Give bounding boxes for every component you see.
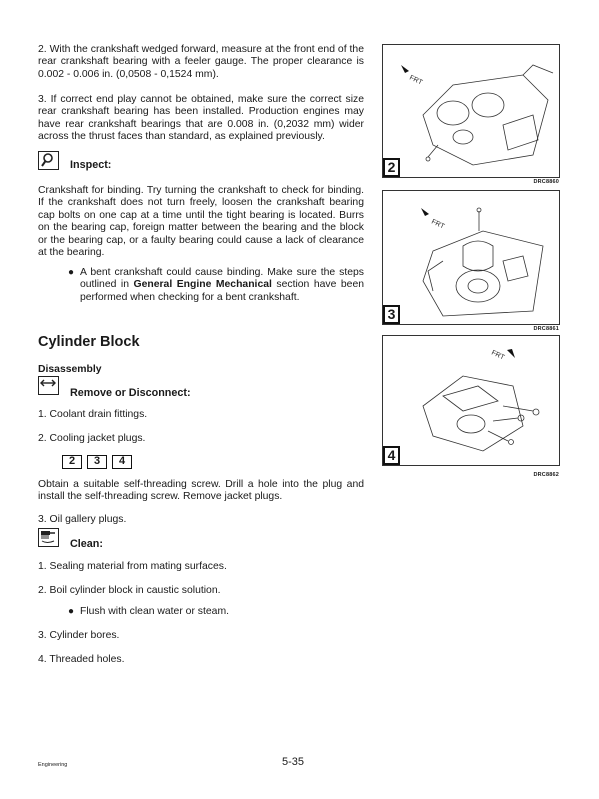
remove-arrows-icon bbox=[38, 376, 59, 395]
page-number: 5-35 bbox=[282, 756, 305, 768]
figure-2-engine-drawing bbox=[383, 45, 559, 177]
clean-item-4: 4. Threaded holes. bbox=[38, 654, 125, 665]
figure-ref-4: 4 bbox=[112, 455, 132, 469]
figure-3-engine-drawing bbox=[383, 191, 559, 324]
inspect-heading: Inspect: bbox=[70, 159, 112, 171]
clean-item-1: 1. Sealing material from mating surfaces. bbox=[38, 561, 227, 572]
figure-4-frt-label: FRT bbox=[490, 349, 506, 362]
figure-4-jacket-plugs bbox=[382, 335, 560, 466]
figure-4-engine-drawing bbox=[383, 336, 559, 465]
remove-item-1: 1. Coolant drain fittings. bbox=[38, 409, 148, 420]
clean-heading: Clean: bbox=[70, 538, 103, 550]
inspect-paragraph: Crankshaft for binding. Try turning the crankshaft to check for binding. If the crankshaft does not turn freely, loosen the crankshaft bearing cap bolts on one cap at a time until the tight bearing is located. Burrs on the bearing cap, foreign matter between the bearing and the block or the bearing cap, or a faulty bearing could cause a lack of clearance at the bearing. bbox=[38, 185, 364, 259]
figure-3-frt-label: FRT bbox=[430, 218, 446, 231]
figure-ref-2: 2 bbox=[62, 455, 82, 469]
subsection-title: Disassembly bbox=[38, 364, 102, 375]
clean-item-2: 2. Boil cylinder block in caustic solution. bbox=[38, 585, 221, 596]
bent-note-bold-ref: General Engine Mechanical bbox=[133, 279, 272, 291]
clean-item-3: 3. Cylinder bores. bbox=[38, 630, 120, 641]
figure-4-code: DRC8862 bbox=[533, 472, 559, 478]
clean-bullet-text: Flush with clean water or steam. bbox=[80, 606, 229, 617]
footer-left-label: Engineering bbox=[38, 762, 68, 768]
remove-heading: Remove or Disconnect: bbox=[70, 387, 191, 399]
figure-2-frt-label: FRT bbox=[408, 74, 424, 87]
bullet-dot-icon: ● bbox=[68, 267, 75, 278]
figure-3-number: 3 bbox=[383, 305, 400, 324]
figure-2-crankshaft-end bbox=[382, 44, 560, 178]
figure-4-number: 4 bbox=[383, 446, 400, 465]
remove-item-3: 3. Oil gallery plugs. bbox=[38, 514, 127, 525]
figure-2-code: DRC8860 bbox=[533, 179, 559, 185]
clean-bullet-dot-icon: ● bbox=[68, 606, 75, 617]
figure-3-bearing-caps bbox=[382, 190, 560, 325]
end-play-step-2: 2. With the crankshaft wedged forward, measure at the front end of the rear crankshaft bearing with a feeler gauge. The proper clearance is 0.002 - 0.006 in. (0,0508 - 0,1524 mm). bbox=[38, 44, 364, 80]
figure-ref-3: 3 bbox=[87, 455, 107, 469]
section-title: Cylinder Block bbox=[38, 334, 140, 350]
figure-2-number: 2 bbox=[383, 158, 400, 177]
end-play-step-3: 3. If correct end play cannot be obtained, make sure the correct size rear crankshaft bearing has been installed. Production engines may have rear crankshaft bearings that are 0.008 in. (0,2032 mm) wider across the thrust faces than standard, as explained previously. bbox=[38, 94, 364, 143]
clean-brush-icon bbox=[38, 528, 59, 547]
figure-3-code: DRC8861 bbox=[533, 326, 559, 332]
inspect-magnifier-icon bbox=[38, 151, 59, 170]
remove-item-2: 2. Cooling jacket plugs. bbox=[38, 433, 146, 444]
bent-crankshaft-note bbox=[80, 267, 364, 304]
obtain-screw-paragraph: Obtain a suitable self-threading screw. Drill a hole into the plug and install the self-threading screw. Remove jacket plugs. bbox=[38, 479, 364, 503]
bent-note-text-end: section have been performed when checking for a bent crankshaft. bbox=[80, 279, 364, 303]
figure-reference-row bbox=[62, 455, 388, 469]
bent-note-text: A bent crankshaft could cause binding. Make sure the steps outlined in bbox=[80, 267, 364, 291]
